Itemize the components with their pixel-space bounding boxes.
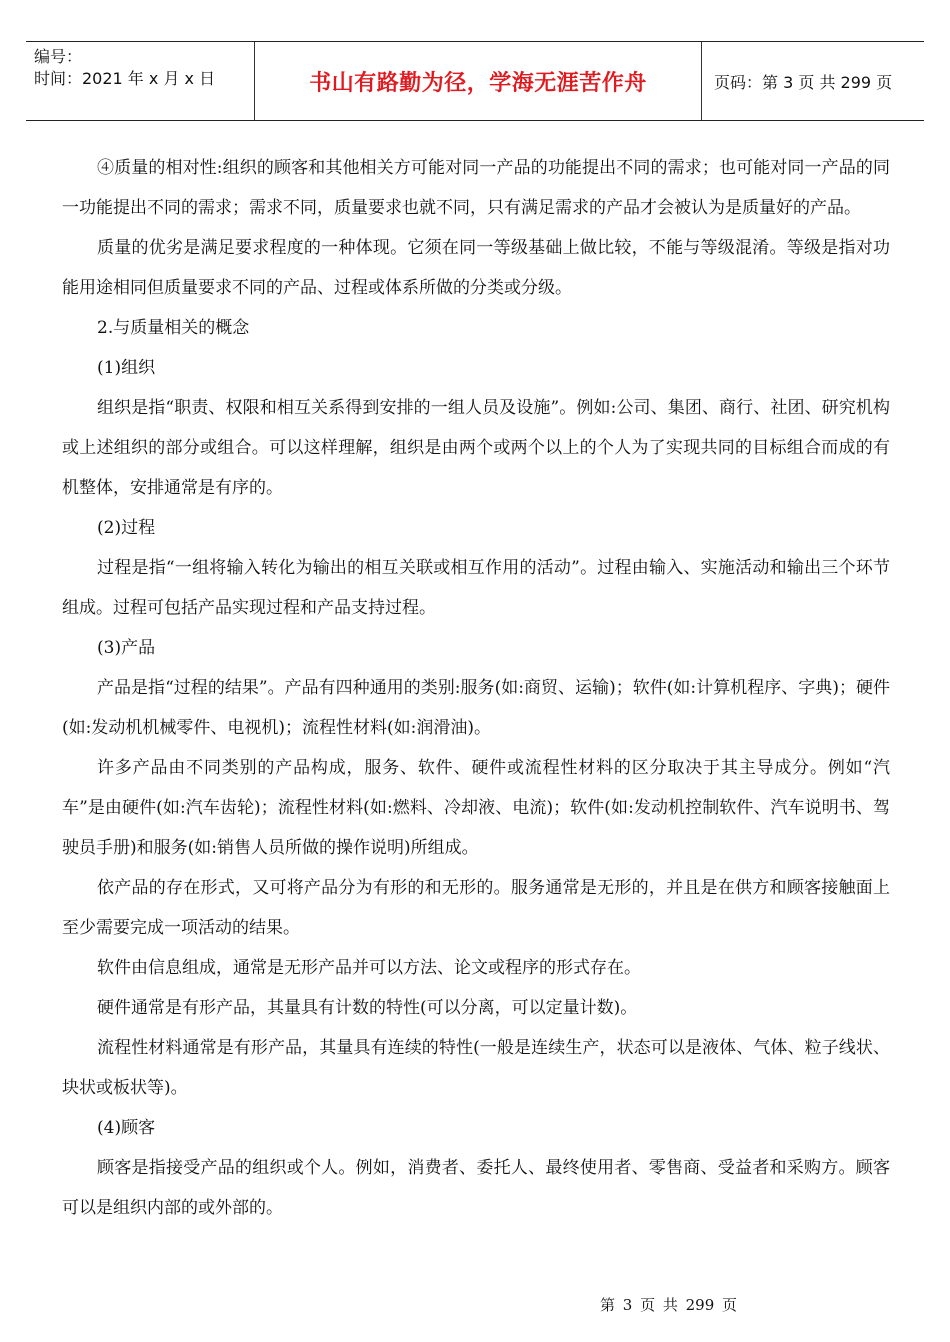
- subsection-heading: (4)顾客: [97, 1118, 156, 1138]
- header-meta: [26, 42, 254, 120]
- subsection-heading: (3)产品: [97, 638, 156, 658]
- doc-number: 编号：: [34, 47, 83, 66]
- paragraph: 硬件通常是有形产品，其量具有计数的特性(可以分离，可以定量计数)。: [97, 998, 638, 1018]
- section-heading: 2.与质量相关的概念: [97, 318, 250, 338]
- paragraph: 过程是指“一组将输入转化为输出的相互关联或相互作用的活动”。过程由输入、实施活动和输出三个环节组成。过程可包括产品实现过程和产品支持过程。: [62, 558, 890, 618]
- doc-date: 时间：2021 年 x 月 x 日: [34, 69, 216, 88]
- paragraph: 产品是指“过程的结果”。产品有四种通用的类别:服务(如:商贸、运输)；软件(如:计算机程序、字典)；硬件(如:发动机机械零件、电视机)；流程性材料(如:润滑油)。: [62, 678, 890, 738]
- header-motto-cell: [254, 42, 702, 120]
- header-page-info: 页码：第 3 页 共 299 页: [714, 72, 893, 92]
- paragraph: 质量的优劣是满足要求程度的一种体现。它须在同一等级基础上做比较，不能与等级混淆。等级是指对功能用途相同但质量要求不同的产品、过程或体系所做的分类或分级。: [62, 238, 890, 298]
- paragraph: 软件由信息组成，通常是无形产品并可以方法、论文或程序的形式存在。: [97, 958, 641, 978]
- paragraph: 流程性材料通常是有形产品，其量具有连续的特性(一般是连续生产，状态可以是液体、气体、粒子线状、块状或板状等)。: [62, 1038, 890, 1098]
- paragraph: ④质量的相对性:组织的顾客和其他相关方可能对同一产品的功能提出不同的需求；也可能对同一产品的同一功能提出不同的需求；需求不同，质量要求也就不同，只有满足需求的产品才会被认为是质量好的产品。: [62, 158, 890, 218]
- document-body: [62, 148, 890, 1228]
- page-footer: 第 3 页 共 299 页: [600, 1296, 738, 1314]
- paragraph: 顾客是指接受产品的组织或个人。例如，消费者、委托人、最终使用者、零售商、受益者和采购方。顾客可以是组织内部的或外部的。: [62, 1158, 890, 1218]
- paragraph: 许多产品由不同类别的产品构成，服务、软件、硬件或流程性材料的区分取决于其主导成分。例如“汽车”是由硬件(如:汽车齿轮)；流程性材料(如:燃料、冷却液、电流)；软件(如:发动机控制软件、汽车说明书、驾驶员手册)和服务(如:销售人员所做的操作说明)所组成。: [62, 758, 890, 858]
- header-motto: 书山有路勤为径，学海无涯苦作舟: [309, 70, 647, 96]
- subsection-heading: (2)过程: [97, 518, 156, 538]
- page-header: [26, 41, 924, 121]
- subsection-heading: (1)组织: [97, 358, 156, 378]
- paragraph: 组织是指“职责、权限和相互关系得到安排的一组人员及设施”。例如:公司、集团、商行、社团、研究机构或上述组织的部分或组合。可以这样理解，组织是由两个或两个以上的个人为了实现共同的目标组合而成的有机整体，安排通常是有序的。: [62, 398, 890, 498]
- paragraph: 依产品的存在形式，又可将产品分为有形的和无形的。服务通常是无形的，并且是在供方和顾客接触面上至少需要完成一项活动的结果。: [62, 878, 890, 938]
